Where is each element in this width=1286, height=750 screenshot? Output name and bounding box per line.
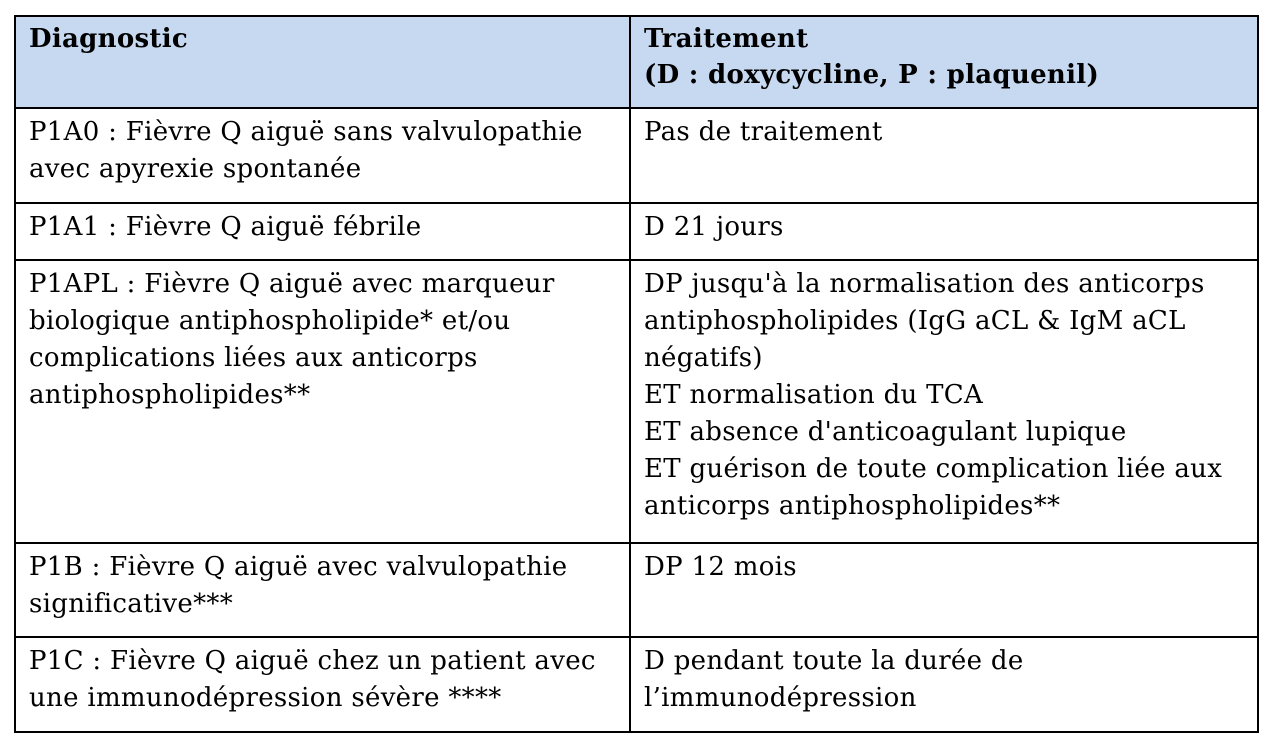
treatment-cell: D pendant toute la durée de l’immunodépression	[630, 637, 1258, 732]
treatment-table	[14, 15, 1259, 733]
diagnostic-cell: P1B : Fièvre Q aiguë avec valvulopathie significative***	[15, 543, 630, 637]
table-row	[15, 543, 1258, 637]
diagnostic-cell: P1A0 : Fièvre Q aiguë sans valvulopathie avec apyrexie spontanée	[15, 108, 630, 203]
treatment-cell	[630, 260, 1258, 543]
treatment-line: DP jusqu'à la normalisation des anticorps antiphospholipides (IgG aCL & IgM aCL négatifs)	[644, 269, 1205, 373]
diagnostic-cell: P1A1 : Fièvre Q aiguë fébrile	[15, 203, 630, 260]
diagnostic-cell: P1APL : Fièvre Q aiguë avec marqueur biologique antiphospholipide* et/ou complications liées aux anticorps antiphospholipides**	[15, 260, 630, 543]
header-treatment	[630, 16, 1258, 108]
treatment-line: ET absence d'anticoagulant lupique	[644, 417, 1127, 447]
header-treatment-title: Traitement	[644, 24, 809, 54]
header-treatment-legend: (D : doxycycline, P : plaquenil)	[644, 60, 1100, 90]
treatment-cell: DP 12 mois	[630, 543, 1258, 637]
diagnostic-cell: P1C : Fièvre Q aiguë chez un patient avec une immunodépression sévère ****	[15, 637, 630, 732]
treatment-line: ET normalisation du TCA	[644, 380, 984, 410]
header-diagnostic: Diagnostic	[15, 16, 630, 108]
table-row	[15, 203, 1258, 260]
treatment-cell: D 21 jours	[630, 203, 1258, 260]
treatment-line: ET guérison de toute complication liée aux anticorps antiphospholipides**	[644, 454, 1223, 521]
table-row	[15, 260, 1258, 543]
treatment-cell: Pas de traitement	[630, 108, 1258, 203]
table-row	[15, 637, 1258, 732]
table-header-row	[15, 16, 1258, 108]
table-row	[15, 108, 1258, 203]
